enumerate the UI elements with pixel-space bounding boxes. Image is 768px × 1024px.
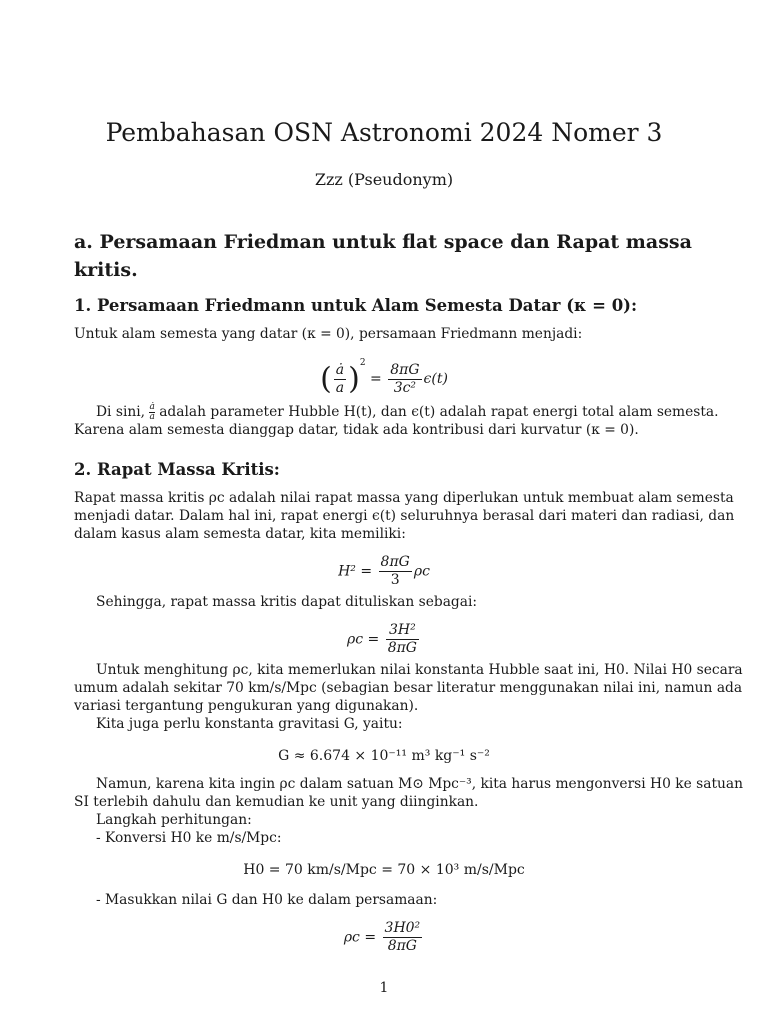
- subsection-2-para1-line3: dalam kasus alam semesta datar, kita memiliki:: [74, 526, 406, 542]
- fraction-8piG-3: $\frac{8\pi G}{3}$: [380, 554, 410, 588]
- subsection-2-para3-line3: variasi tergantung pengukuran yang digunakan).: [74, 698, 419, 714]
- subsection-2-para4: Kita juga perlu konstanta gravitasi G, yaitu:: [96, 716, 403, 732]
- inline-fraction-adot-a: $\frac{ȧ}{a}$: [149, 402, 155, 422]
- equation-h0-conversion: H0 = 70 km/s/Mpc = 70 × 10³ m/s/Mpc: [243, 862, 525, 878]
- document-title: Pembahasan OSN Astronomi 2024 Nomer 3: [105, 118, 663, 147]
- subsection-1-intro: Untuk alam semesta yang datar (κ = 0), persamaan Friedmann menjadi:: [74, 326, 583, 342]
- subsection-2-para1-line1: Rapat massa kritis ρc adalah nilai rapat massa yang diperlukan untuk membuat alam semesta: [74, 490, 734, 506]
- subsection-2-para7: - Konversi H0 ke m/s/Mpc:: [96, 830, 282, 846]
- equation-gravitational-constant: G ≈ 6.674 × 10⁻¹¹ m³ kg⁻¹ s⁻²: [278, 748, 490, 764]
- subsection-1-heading: 1. Persamaan Friedmann untuk Alam Semesta Datar (κ = 0):: [74, 296, 638, 315]
- fraction-8piG-3c2: $\frac{8\pi G}{\text{3c²}}$: [390, 361, 420, 396]
- subsection-2-heading: 2. Rapat Massa Kritis:: [74, 460, 280, 479]
- subsection-1-para-line2: Karena alam semesta dianggap datar, tidak ada kontribusi dari kurvatur (κ = 0).: [74, 422, 639, 438]
- left-paren: (: [320, 361, 332, 397]
- subsection-2-para8: - Masukkan nilai G dan H0 ke dalam persamaan:: [96, 892, 438, 908]
- subsection-2-para1-line2: menjadi datar. Dalam hal ini, rapat energi ϵ(t) seluruhnya berasal dari materi dan radiasi, dan: [74, 508, 735, 524]
- subsection-2-para5-line1: Namun, karena kita ingin ρc dalam satuan M⊙ Mpc⁻³, kita harus mengonversi H0 ke satuan: [96, 776, 744, 792]
- subsection-2-para3-line1: Untuk menghitung ρc, kita memerlukan nilai konstanta Hubble saat ini, H0. Nilai H0 secara: [96, 662, 743, 678]
- section-a-heading: a. Persamaan Friedman untuk flat space dan Rapat massa: [74, 231, 692, 253]
- subsection-2-para6: Langkah perhitungan:: [96, 812, 252, 828]
- subsection-2-para5-line2: SI terlebih dahulu dan kemudian ke unit yang diinginkan.: [74, 794, 479, 810]
- fraction-adot-a: $\frac{ȧ}{a}$: [335, 361, 345, 396]
- equation-rho-c-h0: ρc = $\frac{\text{3H0²}}{8\pi G}$: [343, 920, 421, 954]
- section-a-heading-cont: kritis.: [74, 259, 138, 281]
- right-paren: ): [348, 361, 360, 397]
- equation-h-squared: H² = $\frac{8\pi G}{3}$ ρc: [338, 554, 430, 588]
- fraction-3H2-8piG: $\frac{\text{3H²}}{8\pi G}$: [387, 622, 417, 656]
- subsection-2-para2: Sehingga, rapat massa kritis dapat dituliskan sebagai:: [96, 594, 478, 610]
- subsection-2-para3-line2: umum adalah sekitar 70 km/s/Mpc (sebagian besar literatur menggunakan nilai ini, namun ada: [74, 680, 743, 696]
- equation-rho-c: ρc = $\frac{\text{3H²}}{8\pi G}$: [346, 622, 417, 656]
- page-number: 1: [379, 980, 389, 996]
- equation-friedmann: ( $\frac{ȧ}{a}$ )$^2$ = $\frac{8\pi G}{\text{3c²}}$ ϵ(t): [320, 358, 448, 397]
- subsection-1-para-line1: Di sini, $\frac{ȧ}{a}$ adalah parameter Hubble H(t), dan ϵ(t) adalah rapat energi total alam semesta.: [96, 402, 719, 422]
- fraction-3H0sq-8piG: $\frac{\text{3H0²}}{8\pi G}$: [384, 920, 421, 954]
- document-author: Zzz (Pseudonym): [314, 170, 454, 189]
